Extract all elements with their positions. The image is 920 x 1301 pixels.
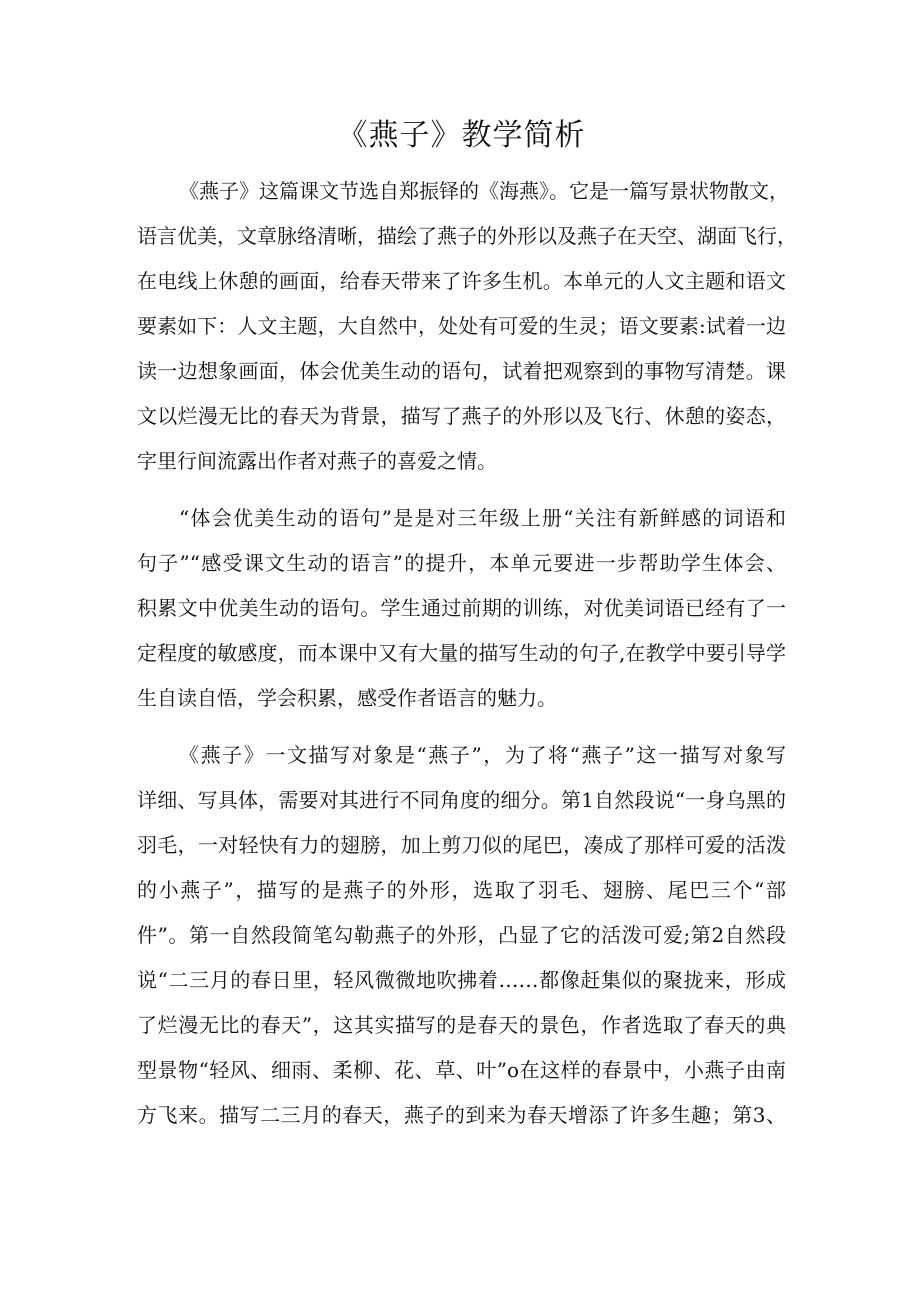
paragraph-line: 《燕子》一文描写对象是“燕子”，为了将“燕子”这一描写对象写 xyxy=(179,743,786,767)
paragraph-line: 方飞来。描写二三月的春天，燕子的到来为春天增添了许多生趣；第3、 xyxy=(137,1103,786,1127)
paragraph-line: 了烂漫无比的春天”，这其实描写的是春天的景色，作者选取了春天的典 xyxy=(137,1013,786,1037)
paragraph-line: 《燕子》这篇课文节选自郑振铎的《海燕》。它是一篇写景状物散文， xyxy=(179,179,789,203)
paragraph-line: 详细、写具体，需要对其进行不同角度的细分。第1自然段说“一身乌黑的 xyxy=(137,788,786,812)
paragraph-2 xyxy=(137,496,786,721)
paragraph-line: 型景物“轻风、细雨、柔柳、花、草、叶”o在这样的春景中，小燕子由南 xyxy=(137,1058,786,1082)
paragraph-line: 文以烂漫无比的春天为背景，描写了燕子的外形以及飞行、休憩的姿态， xyxy=(137,404,786,428)
paragraph-line: 语言优美，文章脉络清晰，描绘了燕子的外形以及燕子在天空、湖面飞行， xyxy=(137,224,797,248)
paragraph-line: 积累文中优美生动的语句。学生通过前期的训练，对优美词语已经有了一 xyxy=(137,596,786,620)
paragraph-line: “体会优美生动的语句”是是对三年级上册“关注有新鲜感的词语和 xyxy=(179,506,786,530)
document-title: 《燕子》教学简析 xyxy=(337,118,586,153)
paragraph-line: 在电线上休憩的画面，给春天带来了许多生机。本单元的人文主题和语文 xyxy=(137,269,786,293)
paragraph-line: 羽毛，一对轻快有力的翅膀，加上剪刀似的尾巴，凑成了那样可爱的活泼 xyxy=(137,833,786,857)
paragraph-line: 的小燕子”，描写的是燕子的外形，选取了羽毛、翅膀、尾巴三个“部 xyxy=(137,878,786,902)
paragraph-line: 要素如下：人文主题，大自然中，处处有可爱的生灵；语文要素:试着一边 xyxy=(137,314,786,338)
paragraph-3 xyxy=(137,733,786,1138)
paragraph-line: 生自读自悟，学会积累，感受作者语言的魅力。 xyxy=(137,686,557,710)
paragraph-line: 定程度的敏感度，而本课中又有大量的描写生动的句子,在教学中要引导学 xyxy=(137,641,786,665)
paragraph-line: 件”。第一自然段简笔勾勒燕子的外形，凸显了它的活泼可爱;第2自然段 xyxy=(137,923,786,947)
paragraph-1 xyxy=(137,169,797,484)
paragraph-line: 说“二三月的春日里，轻风微微地吹拂着……都像赶集似的聚拢来，形成 xyxy=(137,968,786,992)
paragraph-line: 读一边想象画面，体会优美生动的语句，试着把观察到的事物写清楚。课 xyxy=(137,359,786,383)
paragraph-line: 字里行间流露出作者对燕子的喜爱之情。 xyxy=(137,449,497,473)
paragraph-line: 句子”“感受课文生动的语言”的提升，本单元要进一步帮助学生体会、 xyxy=(137,551,786,575)
